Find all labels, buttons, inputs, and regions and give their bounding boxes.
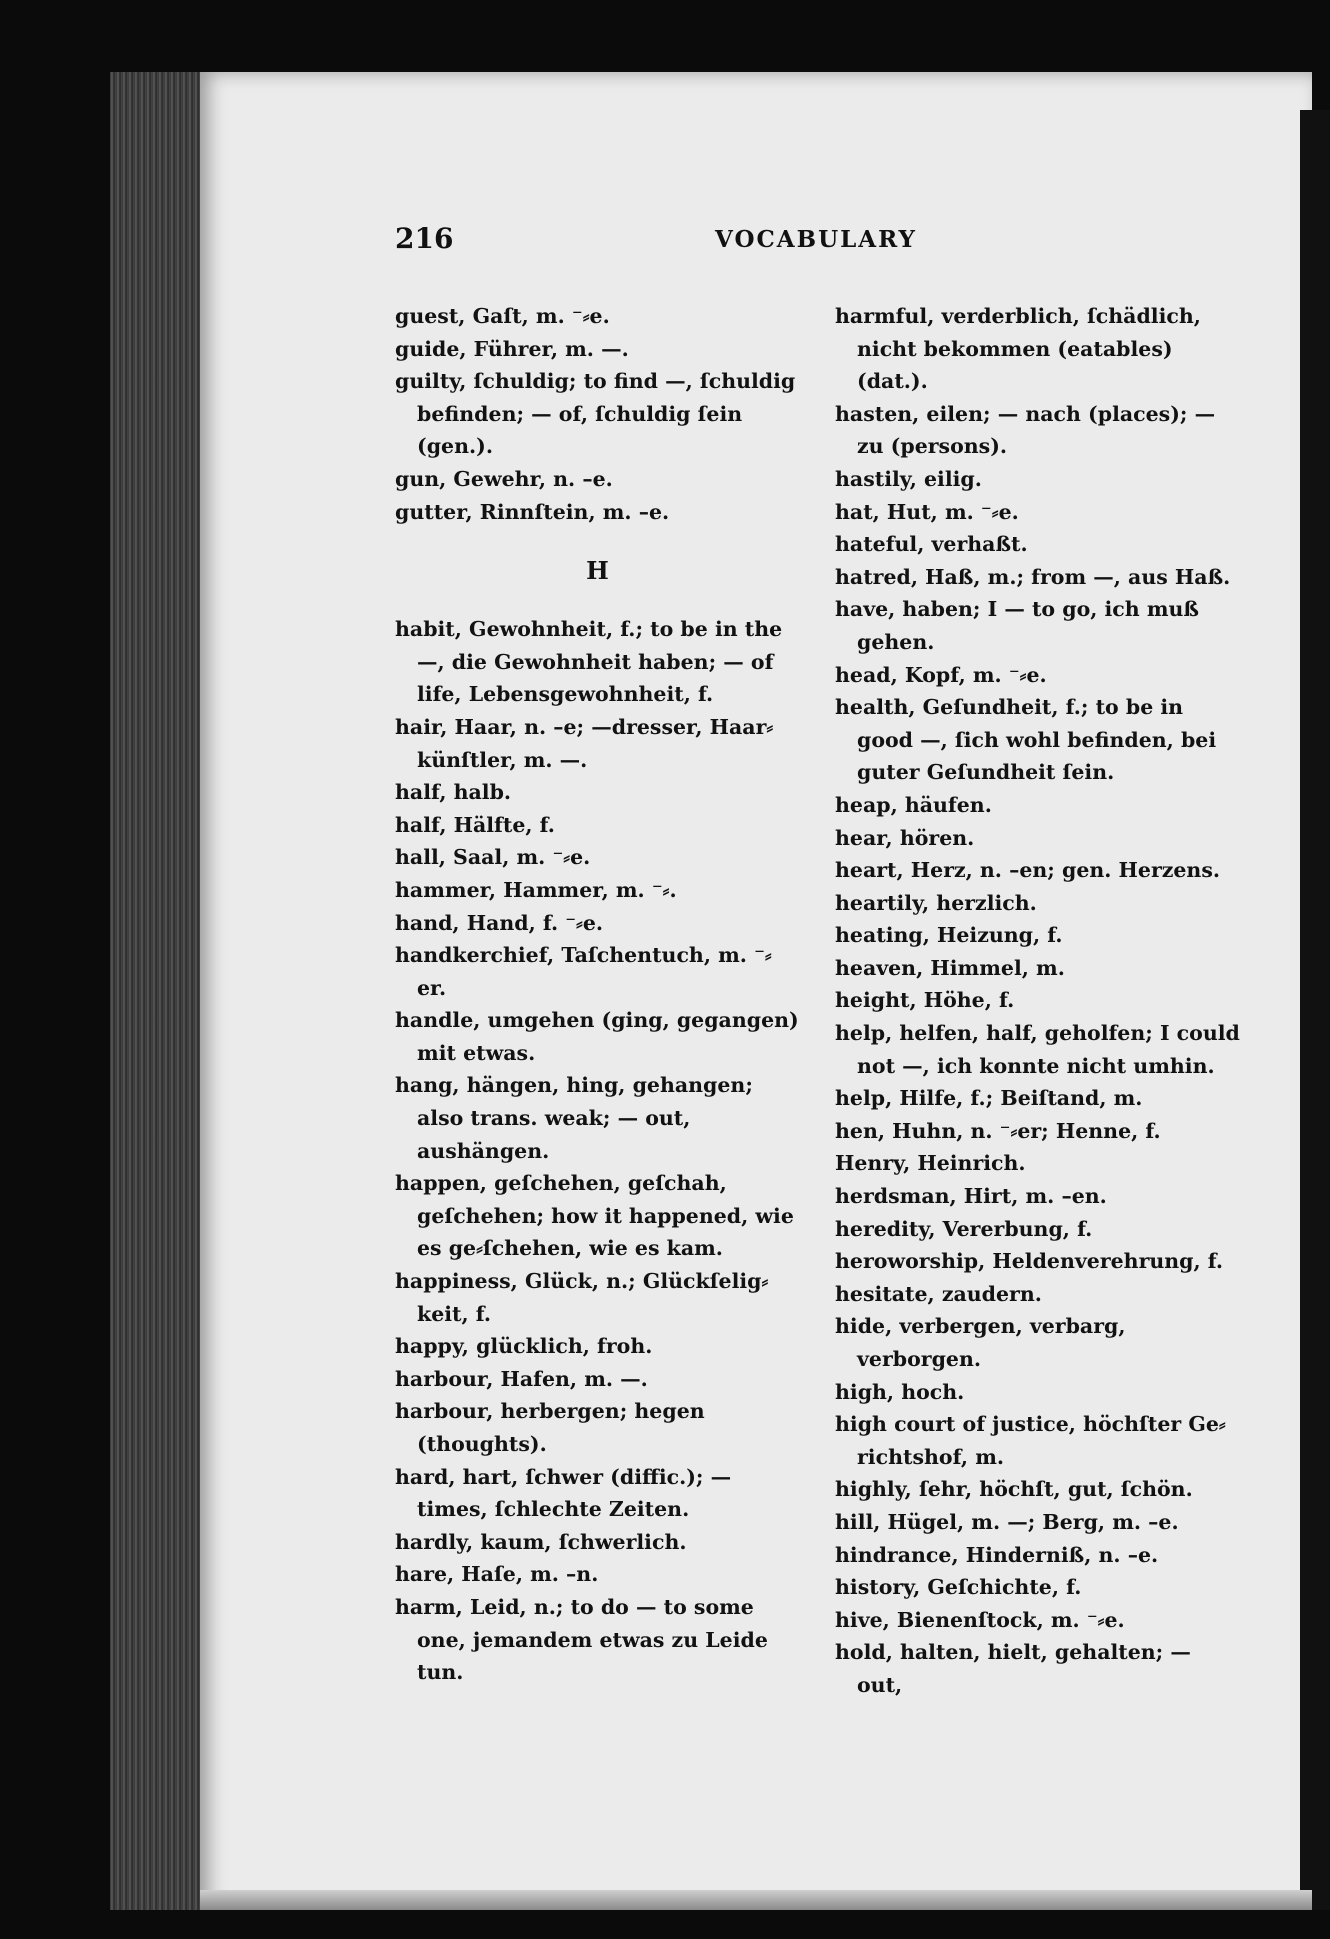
vocabulary-entry: [395, 776, 800, 809]
definition: Saal, m. ⁻⸗e.: [445, 845, 591, 870]
definition: Geſundheit, f.; to be in good —, ſich wohl befinden, bei guter Geſundheit ſein.: [857, 695, 1217, 785]
vocabulary-entry: [395, 1461, 800, 1526]
definition: Himmel, m.: [923, 955, 1065, 980]
headword: happiness,: [395, 1269, 518, 1294]
definition: verbergen, verbarg, verborgen.: [857, 1314, 1126, 1371]
left-column: [395, 300, 800, 1689]
headword: hardly,: [395, 1529, 474, 1554]
section-letter: H: [586, 556, 609, 586]
headword: hasten,: [835, 401, 920, 426]
definition: Führer, m. —.: [466, 336, 629, 361]
headword: guilty,: [395, 369, 467, 394]
headword: hold,: [835, 1640, 893, 1665]
definition: Hut, m. ⁻⸗e.: [879, 499, 1019, 524]
vocabulary-entry: [395, 1330, 800, 1363]
definition: höchſter Ge⸗richtshof, m.: [857, 1412, 1226, 1469]
vocabulary-entry: [395, 809, 800, 842]
vocabulary-entry: [395, 1363, 800, 1396]
definition: Kopf, m. ⁻⸗e.: [897, 662, 1047, 687]
vocabulary-entry: [835, 496, 1240, 529]
vocabulary-entry: [835, 984, 1240, 1017]
headword: hen,: [835, 1118, 885, 1143]
vocabulary-entry: [395, 300, 800, 333]
definition: Haß, m.; from —, aus Haß.: [917, 564, 1231, 589]
definition: eilig.: [916, 466, 982, 491]
definition: Heinrich.: [910, 1151, 1026, 1176]
definition: Hinderniß, n. –e.: [958, 1542, 1159, 1567]
definition: hart, ſchwer (diffic.); — times, ſchlechte Zeiten.: [417, 1464, 732, 1522]
vocabulary-entry: [395, 1265, 800, 1330]
vocabulary-entry: [395, 1167, 800, 1265]
vocabulary-entry: [835, 1506, 1240, 1539]
vocabulary-entry: [835, 854, 1240, 887]
vocabulary-entry: [835, 1245, 1240, 1278]
definition: Leid, n.; to do — to some one, jemandem etwas zu Leide tun.: [417, 1594, 768, 1685]
vocabulary-entry: [835, 1278, 1240, 1311]
headword: heart,: [835, 858, 904, 883]
definition: verderblich, ſchädlich, nicht bekommen (eatables) (dat.).: [857, 304, 1201, 394]
headword: hammer,: [395, 877, 497, 902]
vocabulary-entry: [835, 691, 1240, 789]
vocabulary-entry: [835, 1147, 1240, 1180]
definition: Bienenſtock, m. ⁻⸗e.: [889, 1607, 1125, 1632]
page-header: [395, 222, 1235, 262]
vocabulary-entry: [395, 841, 800, 874]
headword: gun,: [395, 466, 447, 491]
definition: haben; I — to go, ich muß gehen.: [857, 597, 1199, 654]
vocabulary-entry: [395, 1004, 800, 1069]
headword: happy,: [395, 1334, 469, 1359]
vocabulary-entry: [835, 1539, 1240, 1572]
page-bottom-edge: [200, 1890, 1312, 1910]
vocabulary-entry: [835, 919, 1240, 952]
headword: half,: [395, 812, 447, 837]
headword: heap,: [835, 792, 898, 817]
vocabulary-entry: [835, 887, 1240, 920]
definition: Geſchichte, f.: [920, 1575, 1082, 1600]
vocabulary-entry: [835, 300, 1240, 398]
vocabulary-entry: [835, 1310, 1240, 1375]
vocabulary-entry: [395, 1558, 800, 1591]
vocabulary-entry: [395, 711, 800, 776]
vocabulary-entry: [835, 952, 1240, 985]
headword: gutter,: [395, 499, 473, 524]
definition: geſchehen, geſchah, geſchehen; how it happened, wie es ge⸗ſchehen, wie es kam.: [417, 1171, 794, 1261]
section-gap: [395, 528, 800, 543]
headword: herdsman,: [835, 1184, 957, 1209]
book-spine: [110, 72, 200, 1910]
definition: Haſe, m. –n.: [454, 1562, 599, 1587]
vocabulary-entry: [395, 613, 800, 711]
headword: hand,: [395, 910, 460, 935]
headword: hindrance,: [835, 1542, 959, 1567]
vocabulary-entry: [395, 333, 800, 366]
headword: history,: [835, 1575, 921, 1600]
definition: eilen; — nach (places); — zu (persons).: [857, 401, 1216, 459]
definition: halb.: [446, 780, 512, 805]
page-number: 216: [395, 222, 454, 255]
definition: Heldenverehrung, f.: [985, 1249, 1224, 1274]
definition: kaum, ſchwerlich.: [473, 1529, 687, 1554]
headword: hang,: [395, 1073, 460, 1098]
vocabulary-entry: [835, 1473, 1240, 1506]
vocabulary-entry: [395, 1395, 800, 1460]
definition: Vererbung, f.: [935, 1216, 1093, 1241]
definition: Herz, n. –en; gen. Herzens.: [903, 858, 1221, 883]
vocabulary-entry: [835, 1376, 1240, 1409]
vocabulary-entry: [835, 398, 1240, 463]
headword: hat,: [835, 499, 880, 524]
vocabulary-entry: [835, 1082, 1240, 1115]
headword: high,: [835, 1379, 895, 1404]
section-gap: [395, 598, 800, 613]
vocabulary-entry: [395, 365, 800, 463]
vocabulary-entry: [835, 1017, 1240, 1082]
definition: Gewohnheit, f.; to be in the —, die Gewohnheit haben; — of life, Lebensgewohnheit, f.: [417, 617, 783, 707]
running-head: VOCABULARY: [715, 226, 917, 253]
headword: help,: [835, 1086, 893, 1111]
headword: height,: [835, 988, 917, 1013]
vocabulary-entry: [835, 789, 1240, 822]
vocabulary-entry: [835, 561, 1240, 594]
right-column: [835, 300, 1240, 1702]
headword: heroworship,: [835, 1249, 986, 1274]
headword: harbour,: [395, 1366, 494, 1391]
definition: Haar, n. –e; —dresser, Haar⸗künſtler, m. —.: [417, 714, 774, 772]
headword: handle,: [395, 1008, 481, 1033]
vocabulary-entry: [835, 1604, 1240, 1637]
vocabulary-entry: [395, 1591, 800, 1689]
definition: Hafen, m. —.: [493, 1366, 648, 1391]
definition: Glück, n.; Glückſelig⸗keit, f.: [417, 1269, 769, 1326]
headword: hare,: [395, 1562, 455, 1587]
headword: harm,: [395, 1594, 463, 1619]
headword: hair,: [395, 714, 448, 739]
definition: Hügel, m. —; Berg, m. –e.: [880, 1509, 1179, 1534]
definition: Hammer, m. ⁻⸗.: [496, 877, 677, 902]
vocabulary-entry: [835, 1115, 1240, 1148]
vocabulary-entry: [395, 939, 800, 1004]
vocabulary-entry: [395, 1069, 800, 1167]
headword: hatred,: [835, 564, 918, 589]
headword: handkerchief,: [395, 943, 555, 968]
definition: Heizung, f.: [929, 923, 1063, 948]
definition: Gaſt, m. ⁻⸗e.: [465, 304, 610, 328]
definition: herbergen; hegen (thoughts).: [417, 1399, 705, 1456]
definition: hoch.: [894, 1379, 965, 1404]
headword: head,: [835, 662, 898, 687]
definition: Rinnſtein, m. –e.: [472, 499, 670, 524]
definition: helfen, half, geholfen; I could not —, ich konnte nicht umhin.: [857, 1021, 1240, 1078]
headword: hesitate,: [835, 1281, 935, 1306]
headword: health,: [835, 695, 916, 720]
definition: zaudern.: [934, 1281, 1042, 1306]
vocabulary-entry: [395, 496, 800, 529]
vocabulary-entry: [395, 907, 800, 940]
headword: help,: [835, 1021, 893, 1046]
definition: verhaßt.: [924, 532, 1028, 557]
definition: umgehen (ging, gegangen) mit etwas.: [417, 1008, 799, 1065]
headword: have,: [835, 597, 896, 622]
vocabulary-entry: [835, 528, 1240, 561]
vocabulary-entry: [835, 1180, 1240, 1213]
page-shadow: [1300, 110, 1330, 1910]
vocabulary-entry: [835, 1571, 1240, 1604]
headword: half,: [395, 780, 447, 805]
headword: high court of justice,: [835, 1412, 1076, 1437]
headword: hide,: [835, 1314, 893, 1339]
vocabulary-entry: [395, 463, 800, 496]
definition: ſchuldig; to find —, ſchuldig befinden; — of, ſchuldig ſein (gen.).: [417, 369, 796, 459]
definition: hören.: [892, 825, 975, 850]
definition: hängen, hing, gehangen; also trans. weak; — out, aushängen.: [417, 1073, 753, 1163]
headword: Henry,: [835, 1151, 911, 1176]
headword: harmful,: [835, 304, 935, 328]
headword: guide,: [395, 336, 467, 361]
headword: guest,: [395, 304, 466, 328]
headword: heating,: [835, 923, 930, 948]
vocabulary-entry: [835, 1213, 1240, 1246]
vocabulary-entry: [835, 463, 1240, 496]
definition: Hirt, m. –en.: [956, 1184, 1107, 1209]
headword: heredity,: [835, 1216, 936, 1241]
definition: Hand, f. ⁻⸗e.: [459, 910, 604, 935]
vocabulary-entry: [835, 593, 1240, 658]
definition: Höhe, f.: [916, 988, 1015, 1013]
vocabulary-entry: [395, 1526, 800, 1559]
definition: glücklich, froh.: [468, 1334, 653, 1359]
definition: häufen.: [897, 792, 992, 817]
headword: habit,: [395, 617, 462, 642]
headword: hive,: [835, 1607, 890, 1632]
headword: hall,: [395, 845, 446, 870]
definition: herzlich.: [929, 890, 1037, 915]
headword: highly,: [835, 1477, 912, 1502]
definition: halten, hielt, gehalten; — out,: [857, 1640, 1191, 1697]
definition: Huhn, n. ⁻⸗er; Henne, f.: [885, 1118, 1161, 1143]
headword: hill,: [835, 1509, 881, 1534]
vocabulary-entry: [835, 1408, 1240, 1473]
vocabulary-entry: [835, 659, 1240, 692]
vocabulary-entry: [835, 822, 1240, 855]
headword: hateful,: [835, 532, 925, 557]
headword: hard,: [395, 1464, 456, 1489]
definition: Hälfte, f.: [446, 812, 555, 837]
definition: Gewehr, n. –e.: [446, 466, 613, 491]
definition: Taſchentuch, m. ⁻⸗er.: [417, 943, 772, 1000]
headword: happen,: [395, 1171, 487, 1196]
headword: heartily,: [835, 890, 930, 915]
definition: Hilfe, f.; Beiſtand, m.: [892, 1086, 1143, 1111]
headword: hastily,: [835, 466, 917, 491]
headword: harbour,: [395, 1399, 494, 1424]
vocabulary-entry: [395, 874, 800, 907]
vocabulary-entry: [835, 1636, 1240, 1701]
headword: heaven,: [835, 955, 924, 980]
definition: ſehr, höchſt, gut, ſchön.: [911, 1477, 1193, 1502]
headword: hear,: [835, 825, 893, 850]
